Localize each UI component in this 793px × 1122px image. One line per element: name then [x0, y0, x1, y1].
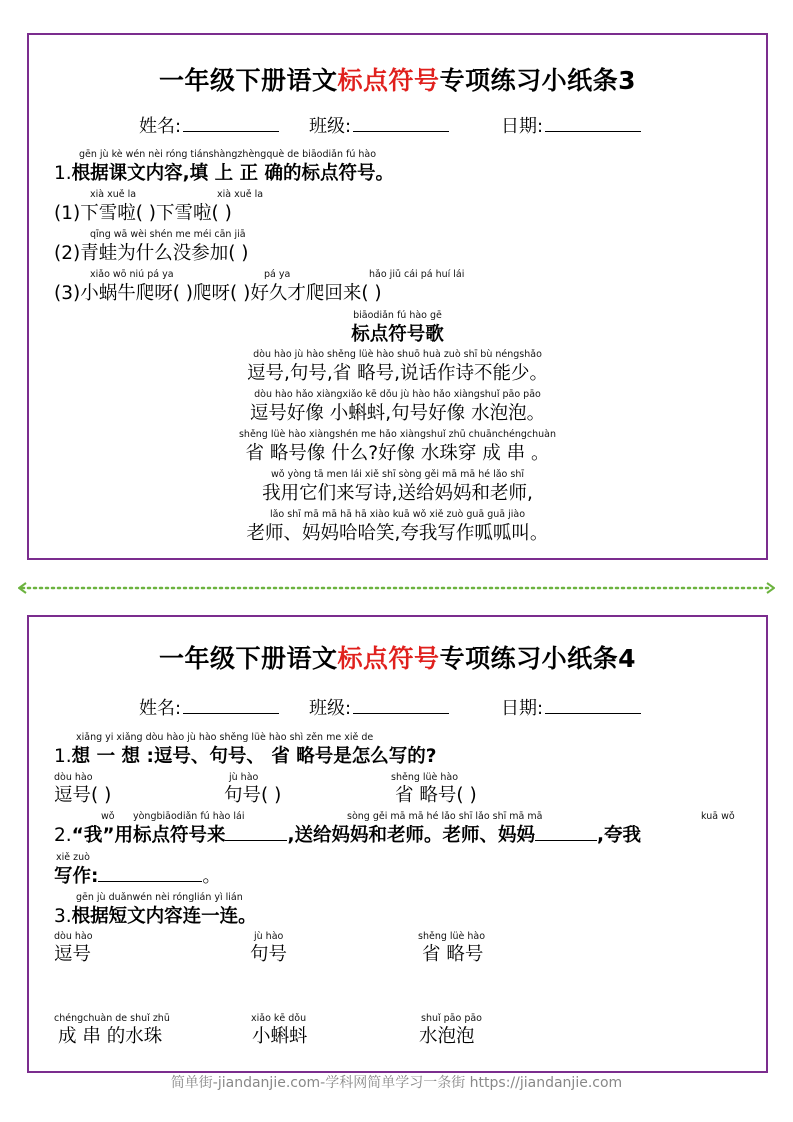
name-blank[interactable] — [183, 695, 279, 714]
question-text: “我”用标点符号来 — [71, 825, 226, 846]
pinyin: xiǎo kē dǒu — [251, 1013, 307, 1024]
worksheet-card-3 — [27, 33, 768, 560]
question-number: 3. — [54, 906, 72, 927]
pinyin: xiǎng yi xiǎng dòu hào jù hào shěng lüè hào shì zěn me xiě de — [76, 732, 374, 743]
pinyin: shěng lüè hào — [418, 931, 486, 942]
name-blank[interactable] — [183, 113, 279, 132]
match-item[interactable]: 水泡泡 — [419, 1026, 475, 1047]
title-part: 专项练习小纸条3 — [439, 66, 636, 95]
title-highlight: 标点符号 — [337, 644, 440, 673]
pinyin: xiǎo wō niú pá ya — [90, 269, 174, 280]
title-part: 一年级下册语文 — [159, 644, 338, 673]
pinyin: lǎo shī mā mā hā hā xiào kuā wǒ xiě zuò guā guā jiào — [269, 509, 526, 520]
song-line-3: 省 略号像 什么?好像 水珠穿 成 串 。 — [245, 443, 550, 464]
pinyin: dòu hào — [54, 931, 93, 942]
date-blank[interactable] — [545, 695, 641, 714]
pinyin: shuǐ pāo pāo — [421, 1013, 482, 1024]
class-label: 班级: — [309, 698, 352, 719]
question-text: 根据短文内容连一连。 — [71, 906, 257, 927]
answer-blank[interactable] — [225, 822, 287, 841]
question-number: 1. — [54, 163, 72, 184]
pinyin: dòu hào jù hào shěng lüè hào shuō huà zuò shī bù néngshǎo — [253, 349, 542, 360]
card-title — [29, 639, 766, 675]
song-line-1: 逗号,句号,省 略号,说话作诗不能少。 — [246, 363, 549, 384]
name-label: 姓名: — [139, 116, 182, 137]
pinyin: jù hào — [229, 772, 259, 783]
match-item[interactable]: 句号 — [250, 944, 288, 965]
pinyin: xià xuě la — [90, 189, 137, 200]
title-highlight: 标点符号 — [337, 66, 440, 95]
question-1 — [54, 159, 394, 185]
date-field[interactable] — [501, 112, 641, 138]
pinyin: jù hào — [254, 931, 284, 942]
name-label: 姓名: — [139, 698, 182, 719]
period: 。 — [202, 866, 221, 887]
song-line-2: 逗号好像 小蝌蚪,句号好像 水泡泡。 — [249, 403, 546, 424]
date-label: 日期: — [501, 698, 544, 719]
title-part: 一年级下册语文 — [159, 66, 338, 95]
exercise-line-1: (1)下雪啦( )下雪啦( ) — [54, 203, 232, 224]
question-text: 写作: — [54, 866, 99, 887]
pinyin: chéngchuàn de shuǐ zhū — [54, 1013, 170, 1024]
answer-blank[interactable] — [98, 863, 202, 882]
card-title — [29, 61, 766, 97]
pinyin: qīng wā wèi shén me méi cān jiā — [90, 229, 246, 240]
song-line-5: 老师、妈妈哈哈笑,夸我写作呱呱叫。 — [246, 523, 549, 544]
question-text: ,送给妈妈和老师。老师、妈妈 — [287, 825, 536, 846]
song-line-4: 我用它们来写诗,送给妈妈和老师, — [262, 483, 533, 504]
pinyin: hǎo jiǔ cái pá huí lái — [369, 269, 465, 280]
exercise-line-2: (2)青蛙为什么没参加( ) — [54, 243, 249, 264]
date-field[interactable] — [501, 694, 641, 720]
pinyin: sòng gěi mā mā hé lǎo shī lǎo shī mā mā — [347, 811, 543, 822]
question-number: 1. — [54, 746, 72, 767]
answer-item: 句号( ) — [224, 785, 282, 806]
date-label: 日期: — [501, 116, 544, 137]
worksheet-card-4 — [27, 615, 768, 1073]
pinyin: dòu hào — [54, 772, 93, 783]
question-text: 根据课文内容,填 上 正 确的标点符号。 — [71, 163, 395, 184]
class-field[interactable] — [309, 694, 449, 720]
question-number: 2. — [54, 825, 72, 846]
pinyin: dòu hào hǎo xiàngxiǎo kē dǒu jù hào hǎo xiàngshuǐ pāo pāo — [254, 389, 541, 400]
pinyin: xiě zuò — [56, 852, 90, 863]
pinyin: wǒ — [101, 811, 115, 822]
name-field[interactable] — [139, 112, 279, 138]
pinyin: pá ya — [264, 269, 291, 280]
question-2-cont — [54, 862, 221, 888]
song-title: 标点符号歌 — [351, 324, 444, 345]
match-item[interactable]: 逗号 — [54, 944, 92, 965]
question-1 — [54, 742, 437, 768]
question-text: 想 一 想 :逗号、句号、 省 略号是怎么写的? — [71, 746, 437, 767]
question-3 — [54, 902, 257, 928]
answer-blank[interactable] — [535, 822, 597, 841]
title-part: 专项练习小纸条4 — [439, 644, 636, 673]
pinyin: yòngbiāodiǎn fú hào lái — [133, 811, 245, 822]
exercise-line-3: (3)小蜗牛爬呀( )爬呀( )好久才爬回来( ) — [54, 283, 382, 304]
question-text: ,夸我 — [597, 825, 642, 846]
pinyin: gēn jù duǎnwén nèi rónglián yì lián — [76, 892, 243, 903]
pinyin: shěng lüè hào — [391, 772, 459, 783]
match-item[interactable]: 省 略号 — [422, 944, 484, 965]
class-field[interactable] — [309, 112, 449, 138]
match-item[interactable]: 成 串 的水珠 — [58, 1026, 163, 1047]
pinyin: shěng lüè hào xiàngshén me hǎo xiàngshuǐ zhū chuānchéngchuàn — [238, 429, 557, 440]
class-label: 班级: — [309, 116, 352, 137]
pinyin: wǒ yòng tā men lái xiě shī sòng gěi mā mā hé lǎo shī — [270, 469, 525, 480]
pinyin: xià xuě la — [217, 189, 264, 200]
name-field[interactable] — [139, 694, 279, 720]
answer-item: 逗号( ) — [54, 785, 112, 806]
question-2 — [54, 821, 641, 847]
pinyin: kuā wǒ — [701, 811, 735, 822]
footer-watermark: 简单街-jiandanjie.com-学科网简单学习一条街 https://jiandanjie.com — [170, 1075, 623, 1091]
class-blank[interactable] — [353, 113, 449, 132]
match-item[interactable]: 小蝌蚪 — [252, 1026, 308, 1047]
dotted-separator — [18, 582, 775, 594]
answer-item: 省 略号( ) — [395, 785, 477, 806]
class-blank[interactable] — [353, 695, 449, 714]
pinyin: biāodiǎn fú hào gē — [353, 310, 442, 321]
pinyin: gēn jù kè wén nèi róng tiánshàngzhèngquè de biāodiǎn fú hào — [79, 149, 377, 160]
date-blank[interactable] — [545, 113, 641, 132]
